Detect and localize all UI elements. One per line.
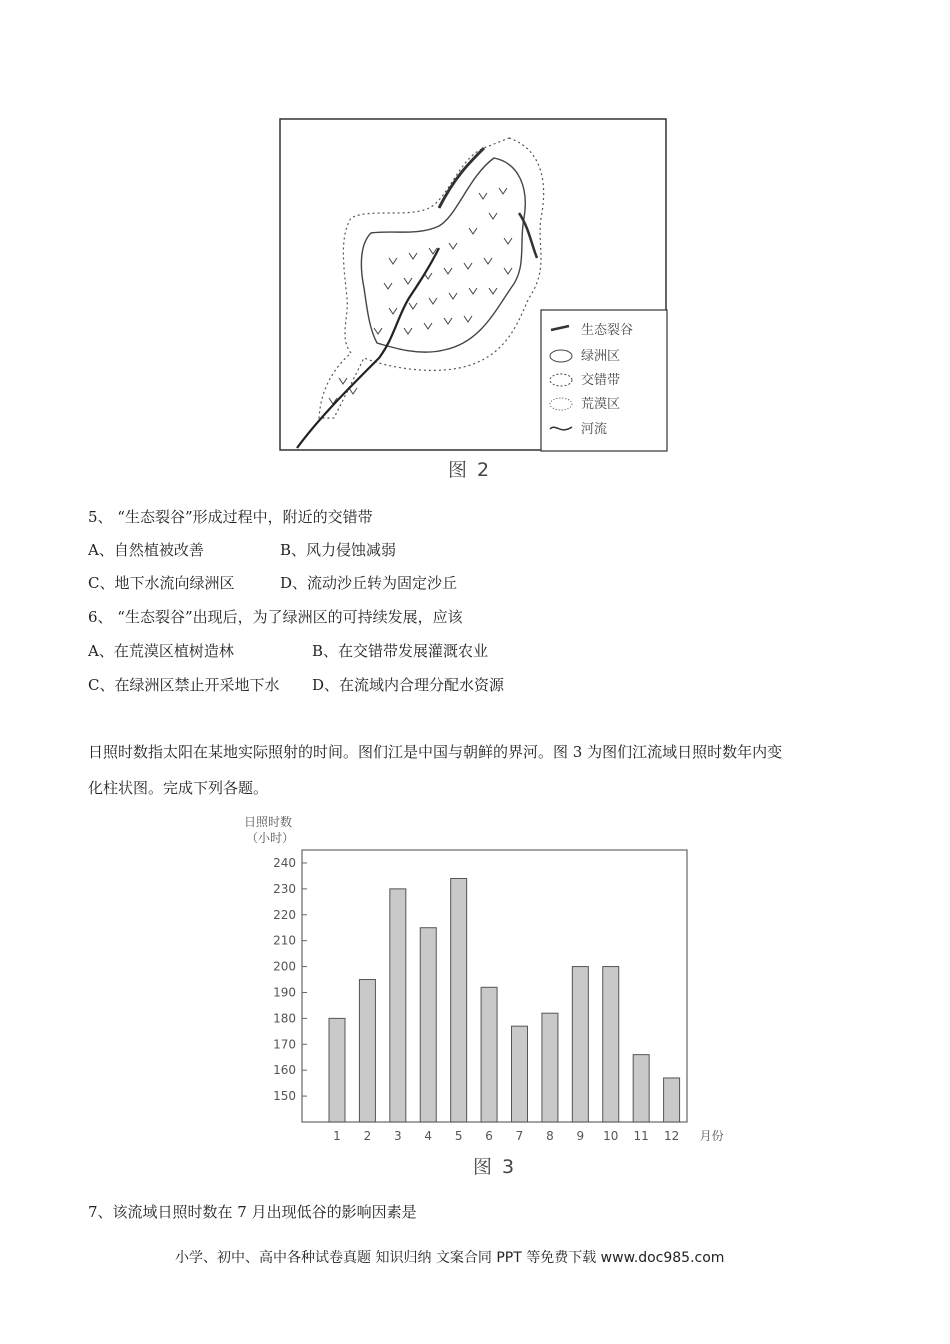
question-6-options-row-1	[88, 641, 848, 661]
x-tick-label-3: 3	[394, 1129, 402, 1143]
legend-label-desert: 荒漠区	[581, 397, 621, 412]
legend-label-transition: 交错带	[581, 373, 621, 388]
intro-line-2: 化柱状图。完成下列各题。	[88, 779, 269, 797]
footer-text: 小学、初中、高中各种试卷真题 知识归纳 文案合同 PPT 等免费下载 www.doc985.com	[175, 1250, 725, 1266]
y-tick-label-210: 210	[273, 933, 296, 948]
y-tick-label-230: 230	[273, 881, 296, 896]
y-axis-label: 日照时数	[244, 815, 293, 829]
question-7-stem: 7、该流域日照时数在 7 月出现低谷的影响因素是	[88, 1203, 417, 1221]
legend-label-river: 河流	[581, 422, 608, 437]
y-axis-unit: （小时）	[246, 831, 295, 845]
figure-2-map	[279, 118, 667, 451]
y-tick-label-160: 160	[273, 1063, 296, 1078]
y-tick-label-240: 240	[273, 855, 296, 870]
bar-month-5	[451, 878, 467, 1122]
x-tick-label-12: 12	[663, 1129, 680, 1143]
bar-month-3	[390, 889, 406, 1122]
map-legend	[541, 310, 667, 451]
figure-2-caption: 图 2	[448, 459, 492, 481]
bar-month-2	[359, 980, 375, 1122]
legend-label-oasis: 绿洲区	[581, 349, 621, 364]
question-6-option-a[interactable]: A、在荒漠区植树造林	[88, 642, 234, 660]
question-6-option-b[interactable]: B、在交错带发展灌溉农业	[312, 642, 489, 660]
bar-month-7	[512, 1026, 528, 1122]
x-tick-label-2: 2	[363, 1129, 372, 1143]
intro-line-1: 日照时数指太阳在某地实际照射的时间。图们江是中国与朝鲜的界河。图 3 为图们江流域日照时数年内变	[88, 743, 783, 761]
y-tick-label-150: 150	[273, 1089, 296, 1104]
question-6-option-d[interactable]: D、在流域内合理分配水资源	[312, 676, 505, 694]
bar-month-6	[481, 987, 497, 1122]
question-5-option-b[interactable]: B、风力侵蚀减弱	[280, 541, 397, 559]
y-tick-label-190: 190	[273, 985, 296, 1000]
y-tick-label-170: 170	[273, 1037, 296, 1052]
question-6-stem: 6、 “生态裂谷”出现后，为了绿洲区的可持续发展，应该	[88, 608, 463, 626]
x-tick-label-1: 1	[333, 1129, 341, 1143]
figure-3-sunshine-chart	[232, 812, 724, 1158]
x-tick-label-6: 6	[485, 1129, 493, 1143]
bar-month-8	[542, 1013, 558, 1122]
question-6-options-row-2	[88, 675, 848, 695]
x-tick-label-5: 5	[454, 1129, 463, 1143]
bar-month-11	[633, 1055, 649, 1122]
legend-label-rift: 生态裂谷	[581, 323, 634, 338]
question-6-option-c[interactable]: C、在绿洲区禁止开采地下水	[88, 676, 280, 694]
y-tick-label-200: 200	[273, 959, 296, 974]
bar-month-10	[603, 967, 619, 1122]
question-5-option-c[interactable]: C、地下水流向绿洲区	[88, 574, 235, 592]
question-5-options-row-1	[88, 540, 848, 560]
bar-month-1	[329, 1018, 345, 1122]
question-5-option-d[interactable]: D、流动沙丘转为固定沙丘	[280, 574, 458, 592]
figure-3-caption: 图 3	[473, 1156, 517, 1178]
x-tick-label-4: 4	[424, 1129, 433, 1143]
y-tick-label-220: 220	[273, 907, 296, 922]
bar-month-9	[572, 967, 588, 1122]
x-axis-label: 月份	[699, 1129, 724, 1143]
x-tick-label-11: 11	[633, 1129, 649, 1143]
x-tick-label-9: 9	[576, 1129, 585, 1143]
x-tick-label-7: 7	[515, 1129, 524, 1143]
question-5-option-a[interactable]: A、自然植被改善	[88, 541, 204, 559]
bar-month-4	[420, 928, 436, 1122]
question-5-stem: 5、 “生态裂谷”形成过程中，附近的交错带	[88, 508, 373, 526]
y-tick-label-180: 180	[273, 1011, 296, 1026]
bar-month-12	[664, 1078, 680, 1122]
x-tick-label-10: 10	[603, 1129, 619, 1143]
question-5-options-row-2	[88, 573, 848, 593]
x-tick-label-8: 8	[546, 1129, 554, 1143]
